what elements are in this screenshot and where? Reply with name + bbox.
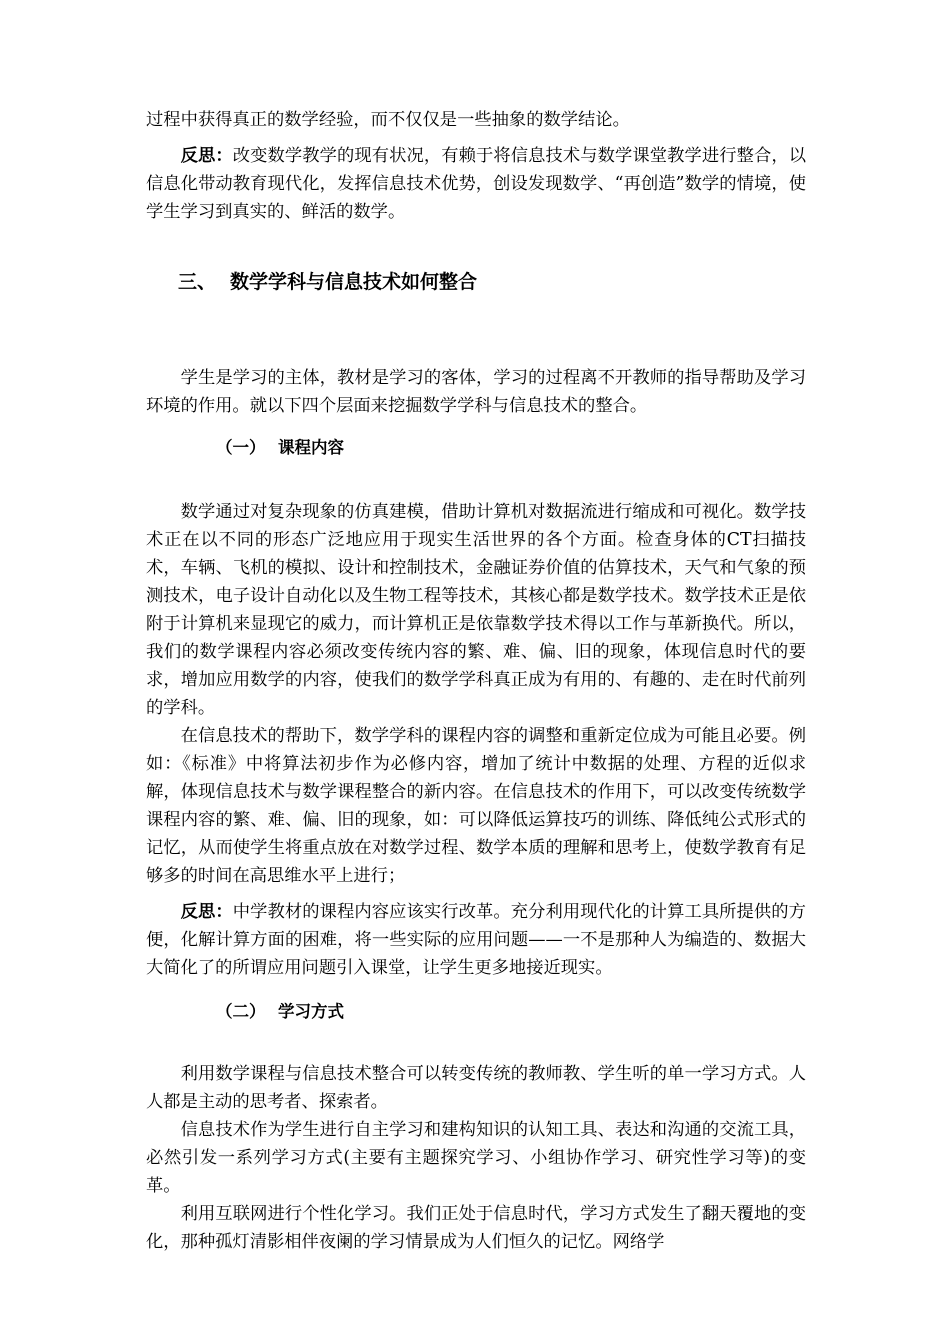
subsection-number: （一）	[216, 438, 266, 457]
subsection-title: 学习方式	[278, 1002, 344, 1021]
learning-method-paragraph-1: 利用数学课程与信息技术整合可以转变传统的教师教、学生听的单一学习方式。人人都是主动的思考者、探索者。	[146, 1064, 806, 1112]
section-title: 数学学科与信息技术如何整合	[230, 271, 478, 293]
reflection-text: 改变数学教学的现有状况，有赖于将信息技术与数学课堂教学进行整合，以信息化带动教育现代化，发挥信息技术优势，创设发现数学、“再创造”数学的情境，使学生学习到真实的、鲜活的数学。	[146, 146, 806, 222]
section-number: 三、	[178, 271, 217, 293]
reflection-text: 。充分利用现代化的计算工具所提供的方便，化解计算方面的困难，将一些实际的应用问题——一不是那种人为编造的、数据大大简化了的所谓应用问题引入课堂，让学生更多地接近现实。	[146, 902, 806, 978]
reflection-lead: 中学教材的课程内容应该实行改革	[232, 902, 494, 922]
subsection-title: 课程内容	[278, 438, 344, 457]
paragraph-intro-tail: 过程中获得真正的数学经验，而不仅仅是一些抽象的数学结论。	[146, 110, 630, 130]
subsection-heading-1	[146, 434, 806, 462]
section-intro-paragraph: 学生是学习的主体，教材是学习的客体，学习的过程离不开教师的指导帮助及学习环境的作用。就以下四个层面来挖掘数学学科与信息技术的整合。	[146, 368, 806, 416]
reflection-label: 反思：	[180, 902, 233, 922]
reflection-label: 反思：	[180, 146, 233, 166]
learning-method-paragraph-2: 信息技术作为学生进行自主学习和建构知识的认知工具、表达和沟通的交流工具，必然引发一系列学习方式(主要有主题探究学习、小组协作学习、研究性学习等)的变革。	[146, 1120, 806, 1196]
reflection-paragraph-1	[146, 142, 806, 226]
reflection-paragraph-2	[146, 898, 806, 982]
subsection-heading-2	[146, 998, 806, 1026]
course-content-paragraph-2: 在信息技术的帮助下，数学学科的课程内容的调整和重新定位成为可能且必要。例如：《标准》中将算法初步作为必修内容，增加了统计中数据的处理、方程的近似求解，体现信息技术与数学课程整合的新内容。在信息技术的作用下，可以改变传统数学课程内容的繁、难、偏、旧的现象，如：可以降低运算技巧的训练、降低纯公式形式的记忆，从而使学生将重点放在对数学过程、数学本质的理解和思考上，使数学教育有足够多的时间在高思维水平上进行；	[146, 726, 806, 886]
section-heading-3	[146, 268, 806, 296]
document-page	[146, 106, 806, 1256]
subsection-number: （二）	[216, 1002, 266, 1021]
learning-method-paragraph-3: 利用互联网进行个性化学习。我们正处于信息时代，学习方式发生了翻天覆地的变化，那种孤灯清影相伴夜阑的学习情景成为人们恒久的记忆。网络学	[146, 1204, 806, 1252]
course-content-paragraph-1: 数学通过对复杂现象的仿真建模，借助计算机对数据流进行缩成和可视化。数学技术正在以不同的形态广泛地应用于现实生活世界的各个方面。检查身体的CT扫描技术，车辆、飞机的模拟、设计和控制技术，金融证券价值的估算技术，天气和气象的预测技术，电子设计自动化以及生物工程等技术，其核心都是数学技术。数学技术正是依附于计算机来显现它的威力，而计算机正是依靠数学技术得以工作与革新换代。所以，我们的数学课程内容必须改变传统内容的繁、难、偏、旧的现象，体现信息时代的要求，增加应用数学的内容，使我们的数学学科真正成为有用的、有趣的、走在时代前列的学科。	[146, 502, 806, 718]
